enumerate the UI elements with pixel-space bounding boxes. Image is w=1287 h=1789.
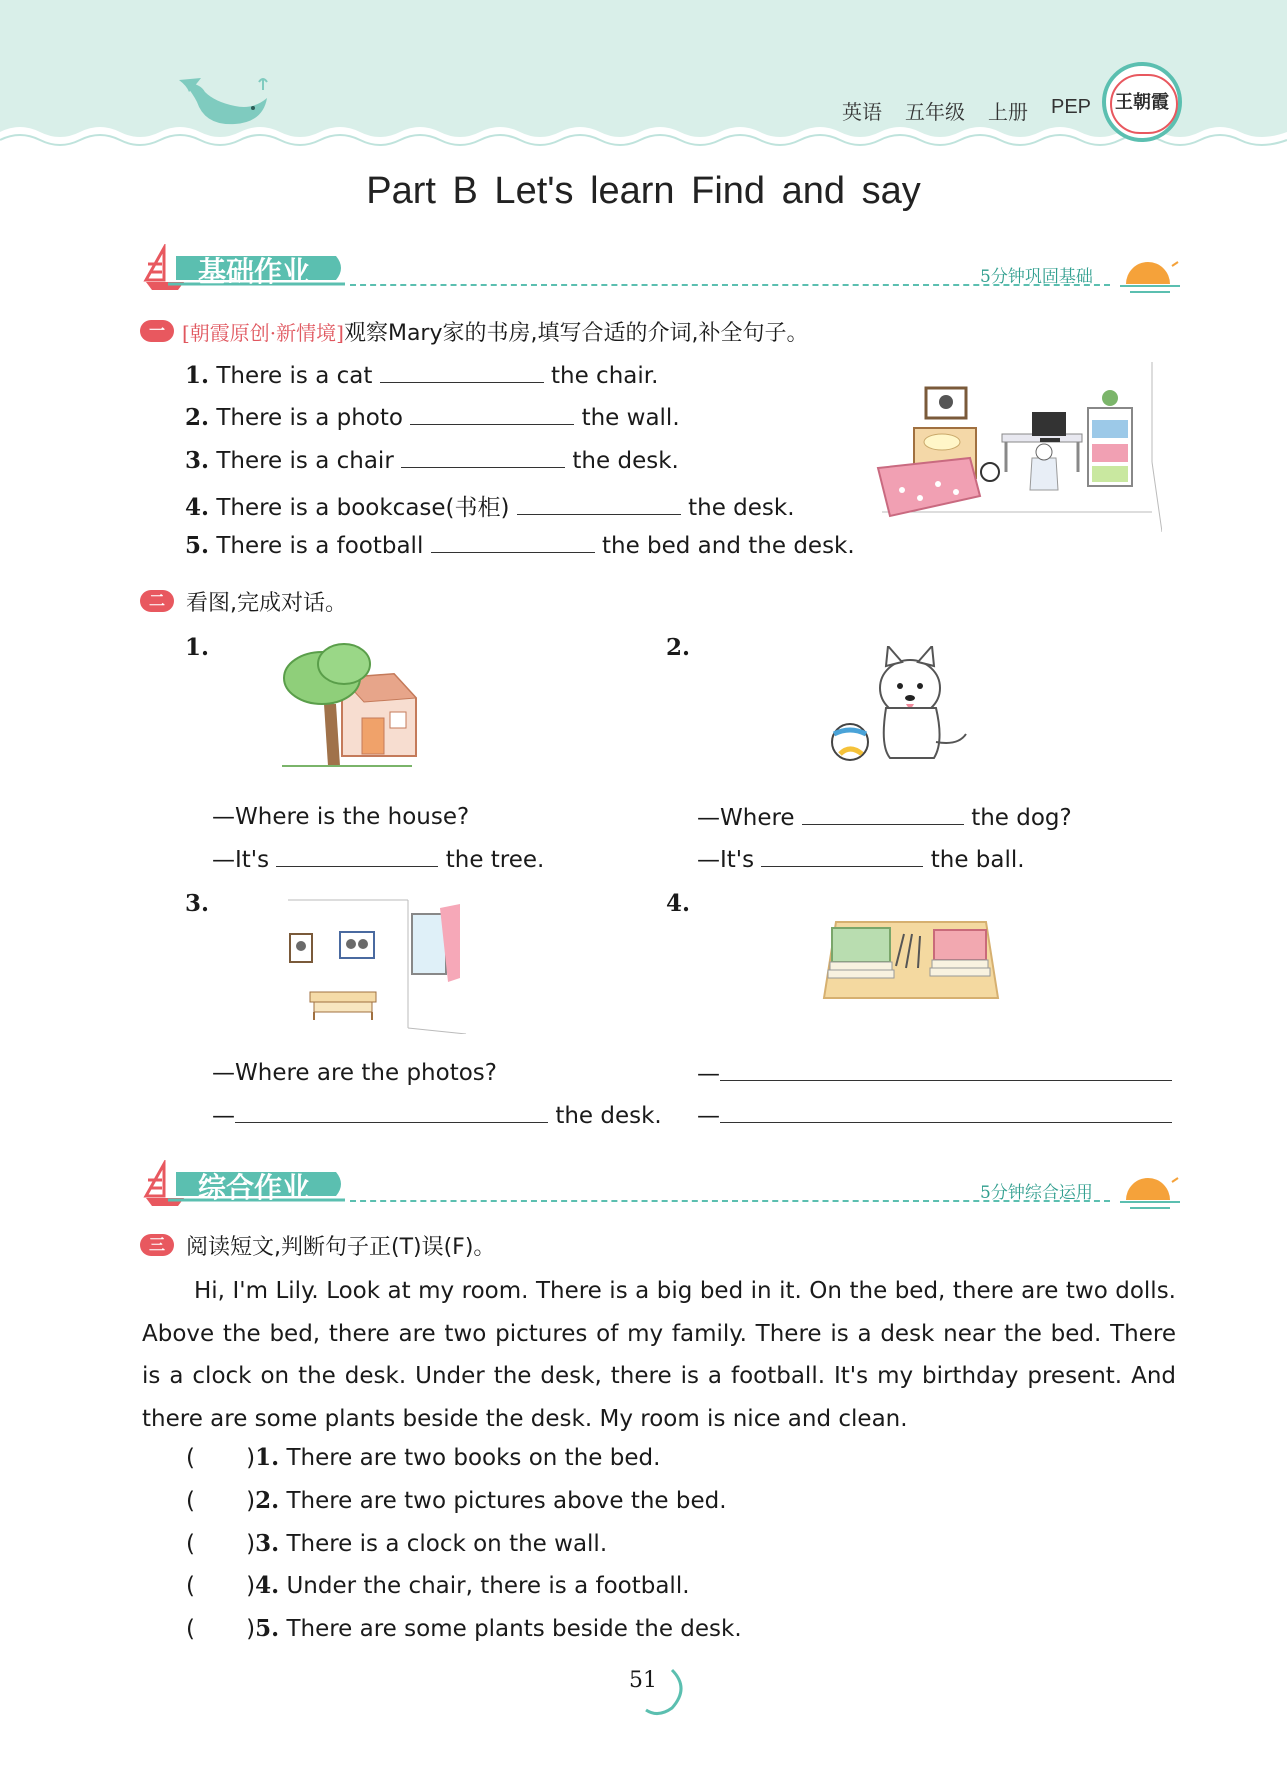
answer-paren[interactable]: ( ) (186, 1616, 256, 1642)
q2-item-1-number: 1. (185, 634, 210, 661)
dog-ball-illustration (826, 646, 976, 766)
q2-badge: 二 (140, 590, 174, 612)
header-grade: 五年级 (905, 102, 965, 124)
section2-tag: 5分钟综合运用 (980, 1183, 1093, 1203)
answer-blank[interactable] (401, 447, 565, 468)
study-room-illustration (872, 362, 1162, 532)
answer-blank[interactable] (802, 804, 964, 825)
tf-item-5: ( )5. There are some plants beside the desk. (186, 1615, 742, 1642)
answer-blank[interactable] (380, 362, 544, 383)
photos-desk-illustration (288, 898, 468, 1034)
header-edition: PEP (1051, 96, 1092, 118)
q1-item-2: 2. There is a photo the wall. (185, 404, 680, 431)
q1-item-3: 3. There is a chair the desk. (185, 447, 679, 474)
q2-item-2-line2: —It's the ball. (697, 847, 1025, 873)
q2-item-2-line1: —Where the dog? (697, 805, 1072, 831)
answer-paren[interactable]: ( ) (186, 1488, 256, 1514)
sunrise-icon (1120, 1170, 1180, 1212)
q2-instruction: 看图,完成对话。 (186, 591, 347, 616)
reading-passage: Hi, I'm Lily. Look at my room. There is a big bed in it. On the bed, there are two dolls. Above the bed, there are two pictures of my family. There is a desk near the bed. There is a clock on the desk. Under the desk, there is a football. It's my birthday present. And there are some plants beside the desk. My room is nice and clean. (142, 1278, 1176, 1432)
q2-item-3-line2: — the desk. (212, 1103, 662, 1129)
answer-blank[interactable] (720, 1060, 1172, 1081)
q2-item-1-line1: —Where is the house? (212, 804, 470, 830)
q2-item-4-line1: — (697, 1060, 1172, 1087)
q2-item-4-number: 4. (666, 890, 691, 917)
section1-tag: 5分钟巩固基础 (980, 267, 1093, 287)
answer-blank[interactable] (276, 846, 438, 867)
brand-name: 王朝霞 (1115, 92, 1169, 113)
answer-blank[interactable] (235, 1102, 548, 1123)
answer-blank[interactable] (761, 846, 923, 867)
answer-blank[interactable] (720, 1102, 1172, 1123)
tf-item-2: ( )2. There are two pictures above the bed. (186, 1487, 727, 1514)
answer-paren[interactable]: ( ) (186, 1445, 256, 1471)
q1-instruction-row (182, 316, 808, 347)
header-volume: 上册 (988, 102, 1028, 124)
whale-icon (175, 76, 275, 136)
section2-label: 综合作业 (198, 1171, 311, 1204)
books-desk-illustration (822, 918, 1000, 1002)
page-title: Part B Let's learn Find and say (366, 170, 921, 212)
tf-item-1: ( )1. There are two books on the bed. (186, 1444, 661, 1471)
brand-logo (1102, 62, 1182, 142)
q1-badge: 一 (140, 320, 174, 342)
header-subject: 英语 (842, 102, 882, 124)
q3-instruction: 阅读短文,判断句子正(T)误(F)。 (186, 1235, 496, 1260)
q2-item-3-line1: —Where are the photos? (212, 1060, 497, 1086)
q2-item-4-line2: — (697, 1102, 1172, 1129)
q1-source: [朝霞原创·新情境] (182, 321, 344, 345)
tf-item-3: ( )3. There is a clock on the wall. (186, 1530, 608, 1557)
tree-house-illustration (282, 638, 422, 774)
q2-item-2-number: 2. (666, 634, 691, 661)
q1-item-4: 4. There is a bookcase(书柜) the desk. (185, 494, 795, 521)
page-number: 51 (629, 1668, 657, 1693)
answer-paren[interactable]: ( ) (186, 1573, 256, 1599)
section1-label: 基础作业 (198, 255, 311, 288)
q1-item-5: 5. There is a football the bed and the desk. (185, 532, 855, 559)
answer-paren[interactable]: ( ) (186, 1531, 256, 1557)
answer-blank[interactable] (431, 532, 595, 553)
sunrise-icon (1120, 254, 1180, 296)
q2-item-1-line2: —It's the tree. (212, 847, 545, 873)
q3-badge: 三 (140, 1234, 174, 1256)
answer-blank[interactable] (517, 494, 681, 515)
tf-item-4: ( )4. Under the chair, there is a football. (186, 1572, 690, 1599)
q2-item-3-number: 3. (185, 890, 210, 917)
q1-item-1: 1. There is a cat the chair. (185, 362, 659, 389)
q1-instruction: 观察Mary家的书房,填写合适的介词,补全句子。 (343, 321, 809, 346)
answer-blank[interactable] (410, 404, 574, 425)
